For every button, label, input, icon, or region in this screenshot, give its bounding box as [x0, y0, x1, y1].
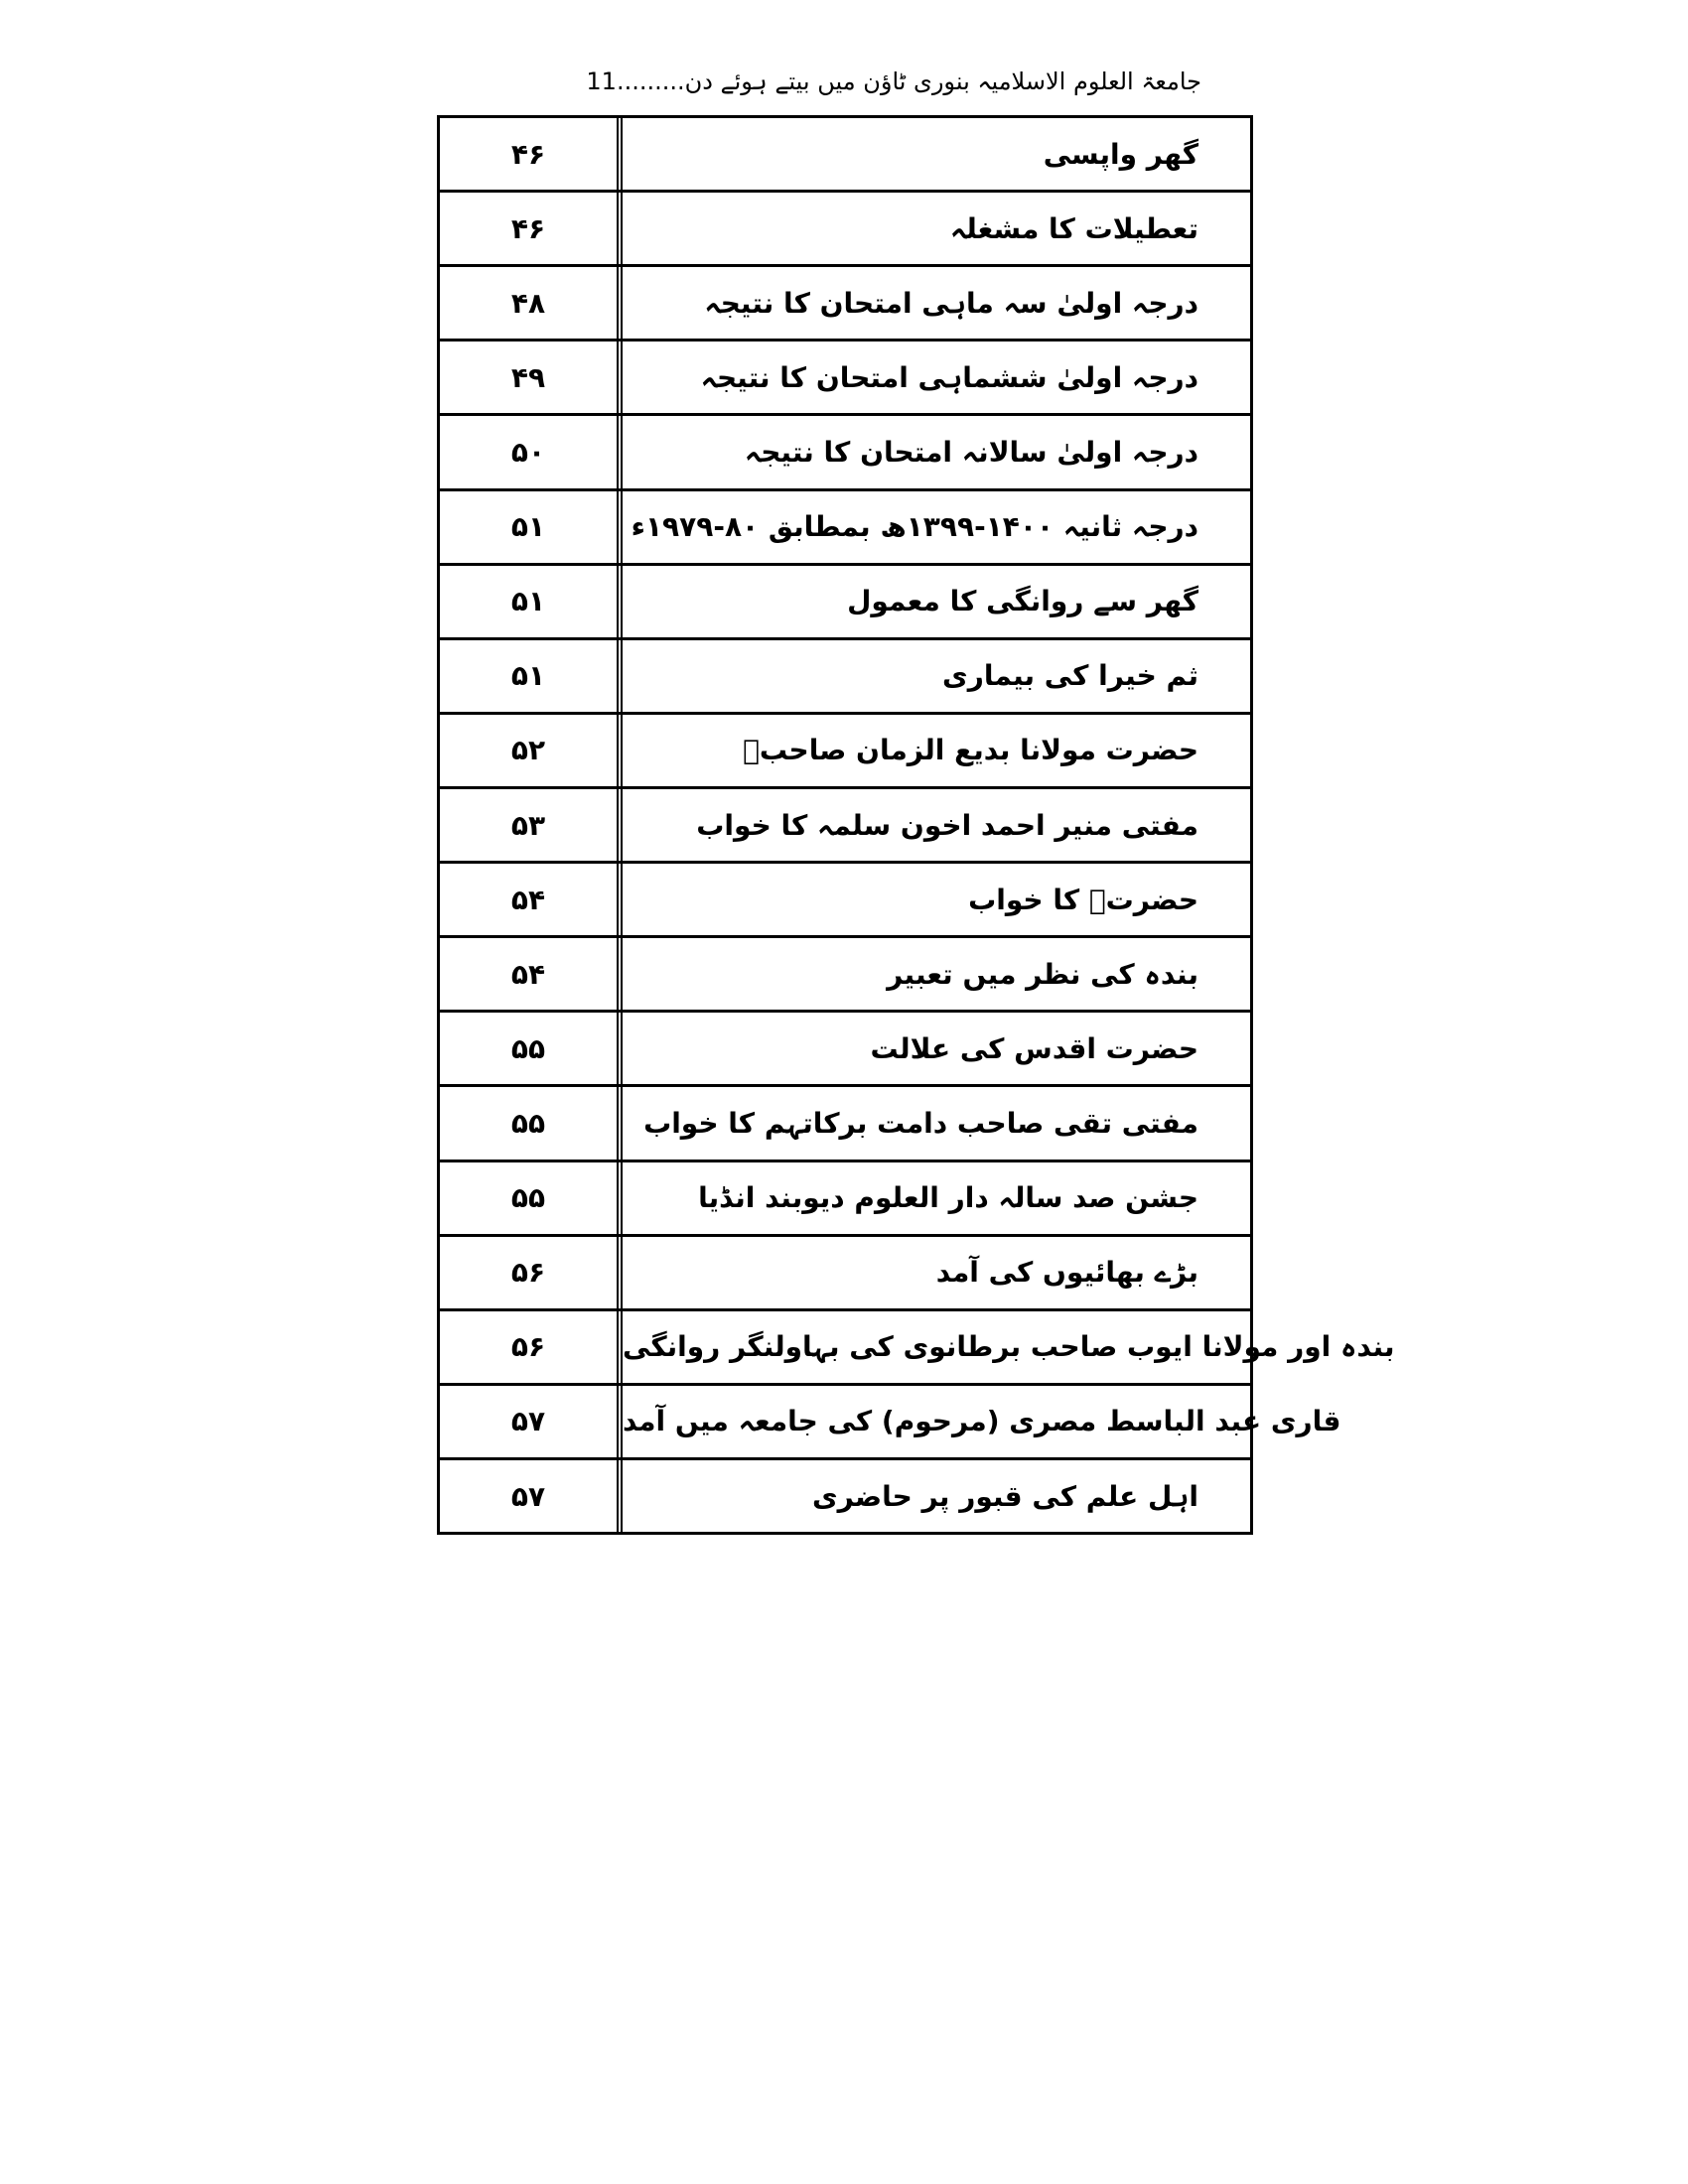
table-row	[440, 491, 1250, 566]
running-header: جامعۃ العلوم الاسلامیہ بنوری ٹاؤن میں بیتے ہوئے دن.........11	[586, 68, 1201, 95]
page-number-cell: ۵۱	[440, 491, 623, 563]
table-row	[440, 1460, 1250, 1532]
page-number-cell: ۵۴	[440, 938, 623, 1010]
table-row	[440, 789, 1250, 864]
page-number-cell: ۵۶	[440, 1237, 623, 1308]
table-row	[440, 341, 1250, 416]
topic-title-cell: اہل علم کی قبور پر حاضری	[811, 1479, 1198, 1513]
table-row	[440, 267, 1250, 341]
topic-title-cell: حضرت اقدس کی علالت	[870, 1031, 1198, 1065]
topic-title-cell: حضرتؒ کا خواب	[968, 883, 1198, 916]
topic-title-cell: حضرت مولانا بدیع الزمان صاحبؒ	[743, 734, 1198, 767]
page-number-cell: ۵۰	[440, 416, 623, 487]
page-number-cell: ۵۲	[440, 715, 623, 786]
topic-title-cell: بندہ کی نظر میں تعبیر	[887, 957, 1198, 991]
table-row	[440, 715, 1250, 789]
page-number-cell: ۵۱	[440, 640, 623, 712]
table-row	[440, 566, 1250, 640]
table-row	[440, 1013, 1250, 1087]
topic-title-cell: جشن صد سالہ دار العلوم دیوبند انڈیا	[698, 1181, 1198, 1215]
table-row	[440, 1386, 1341, 1460]
page-number-cell: ۵۷	[440, 1386, 623, 1457]
page-number-cell: ۵۵	[440, 1013, 623, 1084]
table-row	[440, 864, 1250, 938]
topic-title-cell: ثم خیرا کی بیماری	[942, 659, 1198, 693]
topic-title-cell: درجہ ثانیہ ۱۴۰۰-۱۳۹۹ھ بمطابق ۸۰-۱۹۷۹ء	[631, 510, 1198, 544]
page-number-cell: ۴۸	[440, 267, 623, 339]
contents-table	[437, 115, 1395, 1535]
table-row	[440, 193, 1250, 267]
table-row	[440, 416, 1250, 490]
page-number-cell: ۵۵	[440, 1087, 623, 1159]
page-number-cell: ۵۶	[440, 1311, 623, 1383]
page-number-cell: ۵۴	[440, 864, 623, 935]
topic-title-cell: قاری عبد الباسط مصری (مرحوم) کی جامعہ میں آمد	[623, 1405, 1341, 1438]
table-row	[440, 640, 1250, 715]
page-number-cell: ۴۶	[440, 118, 623, 190]
topic-title-cell: گھر سے روانگی کا معمول	[847, 585, 1198, 618]
page-number-cell: ۵۳	[440, 789, 623, 861]
topic-title-cell: درجہ اولیٰ سالانہ امتحان کا نتیجہ	[744, 435, 1198, 469]
topic-title-cell: مفتی تقی صاحب دامت برکاتہم کا خواب	[643, 1106, 1198, 1140]
page-number-cell: ۴۶	[440, 193, 623, 264]
page-number-cell: ۵۵	[440, 1162, 623, 1234]
table-row	[440, 938, 1250, 1013]
table-row	[440, 1311, 1395, 1386]
table-row	[440, 1087, 1250, 1161]
table-row	[440, 1237, 1250, 1311]
page-number-cell: ۵۱	[440, 566, 623, 637]
topic-title-cell: بندہ اور مولانا ایوب صاحب برطانوی کی بہاولنگر روانگی	[623, 1330, 1395, 1364]
page-number-cell: ۵۷	[440, 1460, 623, 1532]
topic-title-cell: درجہ اولیٰ سہ ماہی امتحان کا نتیجہ	[704, 286, 1198, 320]
topic-title-cell: درجہ اولیٰ ششماہی امتحان کا نتیجہ	[700, 360, 1198, 394]
topic-title-cell: گھر واپسی	[1043, 137, 1198, 171]
table-row	[440, 1162, 1250, 1237]
table-row	[440, 118, 1250, 193]
page-number-cell: ۴۹	[440, 341, 623, 413]
topic-title-cell: مفتی منیر احمد اخون سلمہ کا خواب	[696, 808, 1198, 842]
topic-title-cell: بڑے بھائیوں کی آمد	[935, 1256, 1198, 1290]
topic-title-cell: تعطیلات کا مشغلہ	[949, 211, 1198, 245]
